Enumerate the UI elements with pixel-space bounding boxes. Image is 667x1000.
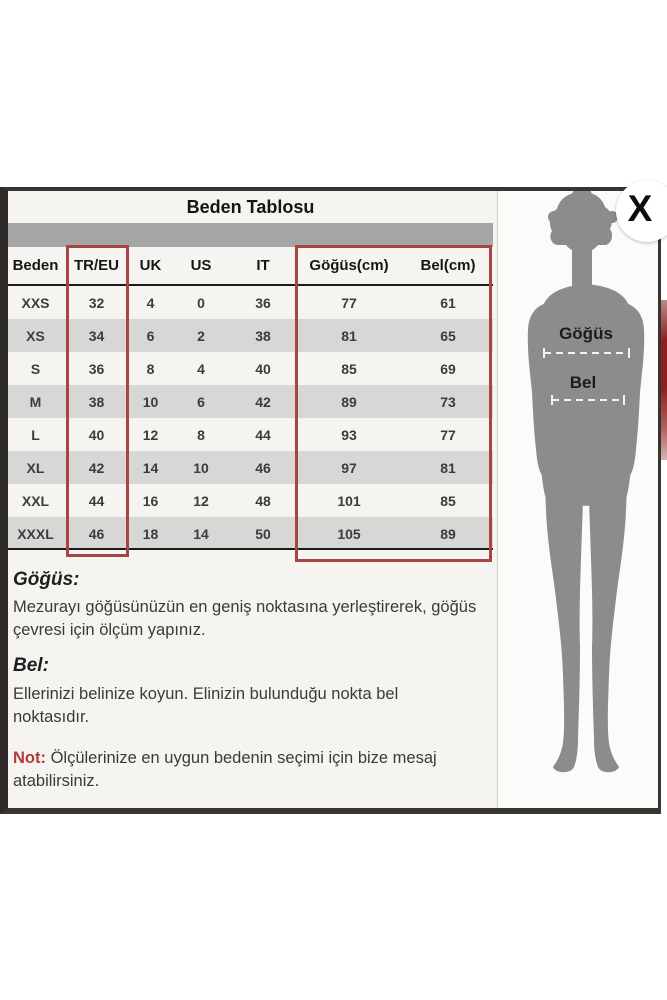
table-cell: 81: [440, 459, 456, 476]
table-cell: XXL: [21, 492, 50, 509]
note-text: [13, 747, 485, 793]
table-cell: XS: [26, 327, 45, 344]
table-cell: TR/EU: [74, 257, 119, 274]
table-cell: 38: [88, 393, 105, 410]
table-cell: 89: [440, 525, 456, 542]
table-cell: 12: [142, 426, 159, 443]
table-cell: 16: [142, 492, 159, 509]
highlight-box-tr-eu: [66, 245, 129, 557]
table-cell: 50: [255, 525, 271, 542]
highlight-box-measurements: [295, 245, 492, 562]
waist-instruction-text: Ellerinizi belinize koyun. Elinizin bulunduğu nokta bel noktasıdır.: [13, 685, 399, 726]
table-cell: 12: [193, 492, 209, 509]
table-cell: 10: [142, 393, 159, 410]
table-cell: 93: [341, 426, 357, 443]
table-cell: 48: [255, 492, 271, 509]
table-cell: 14: [142, 459, 159, 476]
figure-left-leg: [546, 443, 586, 772]
figure-waist-label: Bel: [569, 373, 597, 392]
note-body: Ölçülerinize en uygun bedenin seçimi için bize mesaj atabilirsiniz.: [13, 749, 437, 790]
table-cell: UK: [139, 257, 162, 274]
size-chart-panel: [8, 191, 493, 808]
table-cell: 34: [88, 327, 105, 344]
table-cell: 42: [88, 459, 105, 476]
table-cell: IT: [256, 257, 270, 274]
page-title: Beden Tablosu: [186, 197, 315, 217]
table-cell: 2: [197, 327, 205, 344]
figure-right-leg: [586, 443, 626, 772]
table-cell: 73: [440, 393, 456, 410]
table-cell: 18: [142, 525, 159, 542]
table-cell: 46: [88, 525, 105, 542]
table-cell: Beden: [12, 257, 59, 274]
table-cell: 40: [88, 426, 105, 443]
table-cell: 77: [440, 426, 456, 443]
background-page-artifact: [661, 300, 667, 460]
table-cell: L: [31, 426, 40, 443]
table-cell: 81: [341, 327, 357, 344]
table-cell: 97: [341, 459, 357, 476]
table-cell: 8: [197, 426, 205, 443]
body-silhouette-illustration: [498, 191, 659, 808]
table-cell: 40: [255, 360, 271, 377]
table-cell: 69: [440, 360, 456, 377]
table-cell: M: [29, 393, 42, 410]
table-cell: Göğüs(cm): [309, 257, 389, 274]
table-cell: Bel(cm): [420, 257, 476, 274]
table-cell: 32: [88, 294, 105, 311]
figure-chest-label: Göğüs: [559, 324, 613, 343]
table-cell: US: [190, 257, 212, 274]
table-cell: 85: [440, 492, 456, 509]
table-cell: XL: [26, 459, 45, 476]
table-cell: 14: [193, 525, 209, 542]
table-cell: 0: [197, 294, 205, 311]
table-cell: 65: [440, 327, 456, 344]
table-cell: 36: [88, 360, 105, 377]
figure-neck: [572, 242, 592, 290]
note-label: Not:: [13, 749, 46, 767]
table-cell: XXS: [21, 294, 50, 311]
chest-instruction-text: Mezurayı göğüsünüzün en geniş noktasına yerleştirerek, göğüs çevresi için ölçüm yapınız.: [13, 598, 477, 639]
table-cell: 61: [440, 294, 456, 311]
table-cell: 89: [341, 393, 357, 410]
table-cell: S: [30, 360, 41, 377]
table-cell: 105: [337, 525, 361, 542]
waist-heading: Bel:: [13, 655, 49, 676]
table-cell: 101: [337, 492, 361, 509]
table-cell: 44: [255, 426, 271, 443]
table-cell: 8: [146, 360, 155, 377]
table-cell: 44: [88, 492, 105, 509]
table-cell: 38: [255, 327, 271, 344]
table-cell: 85: [341, 360, 357, 377]
table-cell: 4: [197, 360, 205, 377]
table-cell: XXXL: [17, 525, 54, 542]
title-divider-band: [8, 223, 493, 247]
table-cell: 46: [255, 459, 271, 476]
table-cell: 6: [197, 393, 205, 410]
size-chart-modal: [0, 187, 661, 814]
table-cell: 4: [146, 294, 155, 311]
body-figure-panel: [497, 191, 658, 808]
table-cell: 36: [255, 294, 271, 311]
close-icon: X: [627, 188, 653, 229]
table-cell: 42: [255, 393, 271, 410]
table-cell: 77: [341, 294, 357, 311]
table-cell: 6: [146, 327, 155, 344]
table-cell: 10: [193, 459, 209, 476]
chest-heading: Göğüs:: [13, 569, 80, 590]
